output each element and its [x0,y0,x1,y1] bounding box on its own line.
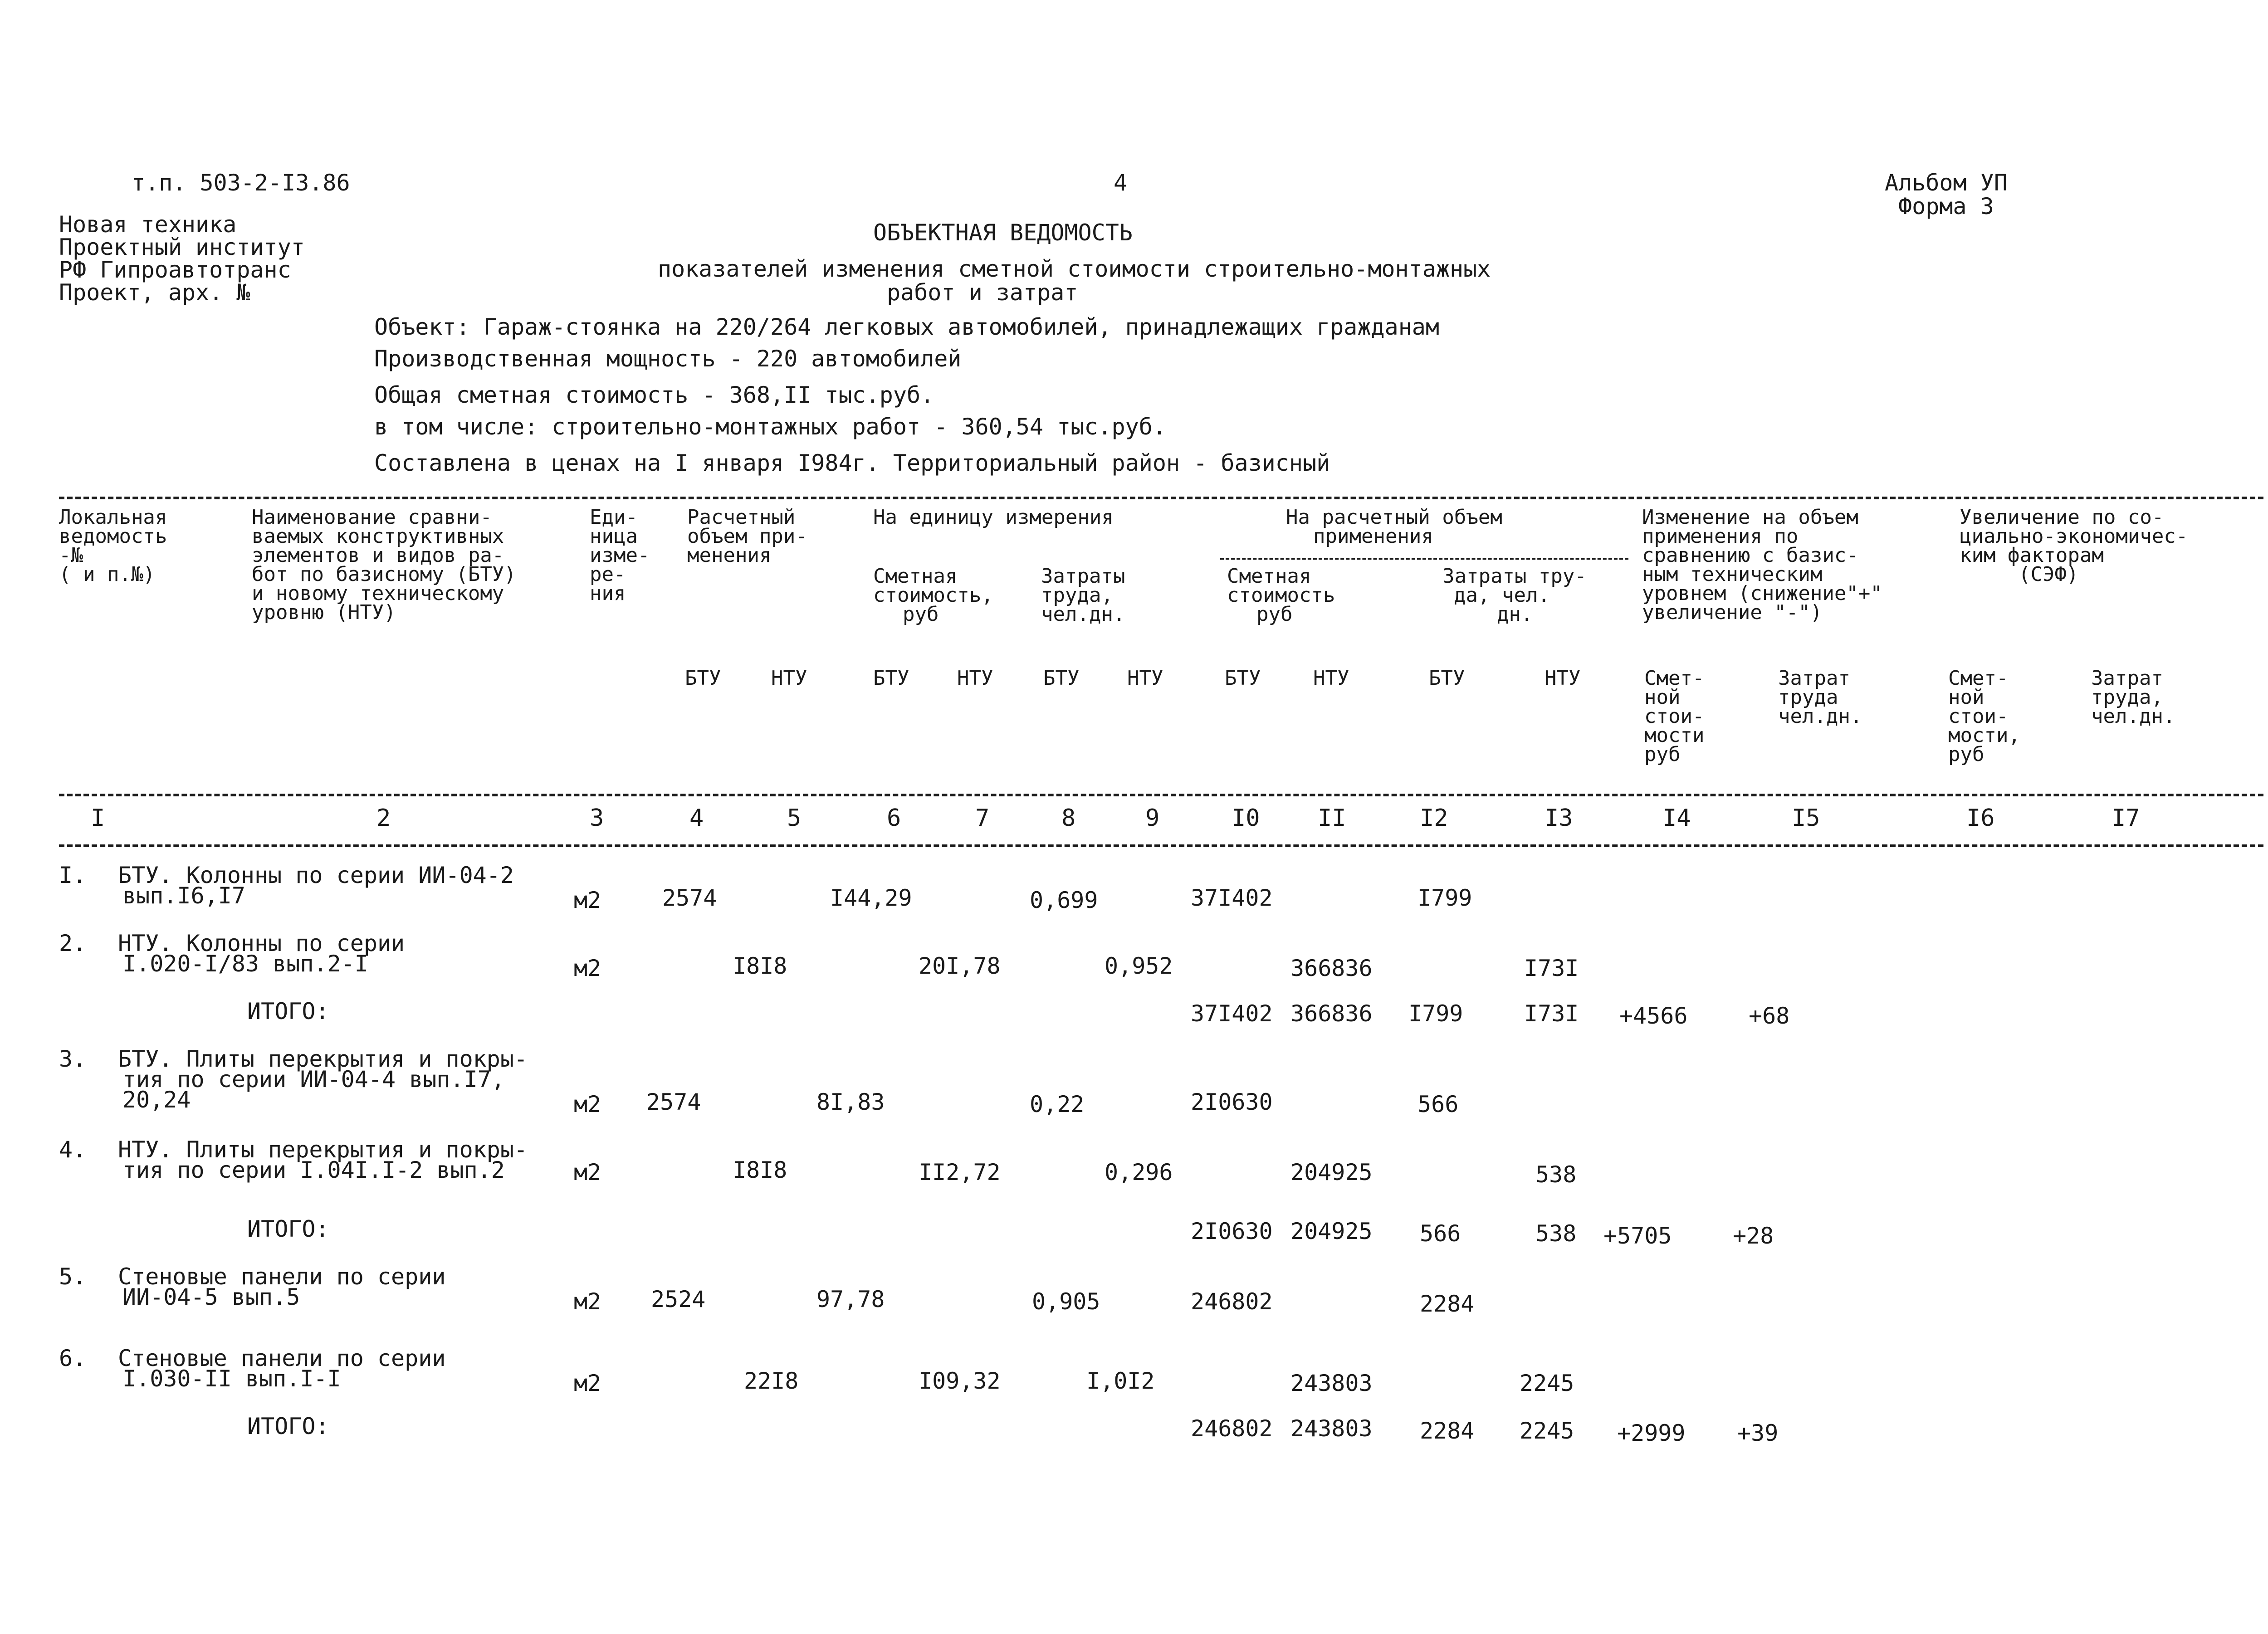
subhead-sef-labor: чел.дн. [2091,705,2175,728]
cell-vol-labor-btu: 2284 [1420,1291,1475,1317]
row-name: Стеновые панели по серии [118,1263,446,1290]
column-number: 2 [376,805,391,832]
total-change-cost: +2999 [1617,1420,1686,1446]
row-name: НТУ. Плиты перекрытия и покры- [118,1136,528,1163]
total-vol-labor-btu: 566 [1420,1220,1461,1247]
col-header-unit-labor: труда, [1041,584,1113,607]
col-header-name: и новому техническому [252,582,504,605]
subhead-btu: БТУ [1225,667,1261,690]
row-unit: м2 [574,955,601,981]
cell-unit-cost-ntu: 20I,78 [919,953,1001,979]
cell-vol-btu: 2574 [646,1089,701,1115]
subhead-change-labor: Затрат [1778,667,1850,690]
total-vol-cost-ntu: 366836 [1290,1000,1373,1027]
cell-vol-cost-ntu: 366836 [1290,955,1373,981]
col-header-vol-labor: дн. [1497,603,1533,626]
total-vol-labor-btu: I799 [1408,1000,1463,1027]
total-change-labor: +68 [1749,1003,1790,1029]
row-name: БТУ. Колонны по серии ИИ-04-2 [118,862,514,888]
cell-unit-cost-btu: 97,78 [816,1286,885,1312]
col-group-sef: Увеличение по со- [1960,506,2164,529]
col-group-sef: ким факторам [1960,544,2104,567]
org-line: Проектный институт [59,234,305,260]
total-vol-labor-ntu: I73I [1524,1000,1579,1027]
column-number: I0 [1232,805,1260,832]
subhead-sef-cost: ной [1948,686,1984,709]
col-group-change: ным техническим [1642,563,1823,586]
row-unit: м2 [574,1091,601,1117]
row-name: тия по серии I.04I.I-2 вып.2 [122,1157,505,1183]
cell-vol-cost-ntu: 243803 [1290,1370,1373,1396]
row-number: I. [59,862,87,888]
column-number: 4 [689,805,704,832]
document-subtitle: показателей изменения сметной стоимости строительно-монтажных [658,256,1491,282]
col-header-unit: ния [590,582,626,605]
cell-vol-btu: 2574 [662,885,717,911]
row-name: ИИ-04-5 вып.5 [122,1284,300,1310]
total-vol-cost-btu: 37I402 [1191,1000,1273,1027]
info-prices: Составлена в ценах на I января I984г. Территориальный район - базисный [374,450,1330,476]
row-name: I.020-I/83 вып.2-I [122,951,368,977]
total-change-labor: +39 [1737,1420,1779,1446]
row-number: 6. [59,1345,87,1371]
subhead-sef-cost: Смет- [1948,667,2009,690]
column-number: 3 [590,805,604,832]
org-line: Новая техника [59,211,237,238]
col-header-unit-labor: Затраты [1041,565,1125,588]
total-vol-cost-btu: 246802 [1191,1415,1273,1442]
row-unit: м2 [574,1159,601,1185]
cell-unit-labor-ntu: I,0I2 [1086,1368,1155,1394]
cell-vol-cost-btu: 246802 [1191,1288,1273,1315]
cell-vol-labor-ntu: 538 [1535,1161,1577,1188]
total-label: ИТОГО: [247,998,329,1024]
col-header-volume: Расчетный [687,506,796,529]
cell-unit-labor-btu: 0,905 [1032,1288,1100,1315]
document-subtitle: работ и затрат [887,279,1078,306]
subhead-change-cost: руб [1644,743,1681,766]
subhead-sef-cost: мости, [1948,724,2020,747]
col-header-unit: Еди- [590,506,638,529]
numbers-rule [59,844,2263,847]
total-vol-labor-btu: 2284 [1420,1418,1475,1444]
album-label: Альбом УП [1885,170,2008,196]
column-number: I6 [1966,805,1995,832]
row-number: 4. [59,1136,87,1163]
info-capacity: Производственная мощность - 220 автомобилей [374,346,962,372]
col-header-vol-cost: руб [1256,603,1293,626]
cell-unit-cost-btu: 8I,83 [816,1089,885,1115]
cell-unit-labor-btu: 0,699 [1030,887,1098,913]
col-header-unit-cost: Сметная [873,565,958,588]
column-number: I7 [2112,805,2140,832]
cell-unit-cost-ntu: II2,72 [919,1159,1001,1185]
row-unit: м2 [574,1370,601,1396]
column-number: I4 [1662,805,1691,832]
total-vol-labor-ntu: 2245 [1520,1418,1574,1444]
col-header-local: -№ [59,544,83,567]
header-rule [59,794,2263,796]
subhead-ntu: НТУ [1127,667,1163,690]
col-header-name: Наименование сравни- [252,506,492,529]
cell-vol-cost-btu: 37I402 [1191,885,1273,911]
row-name: 20,24 [122,1087,191,1113]
col-header-volume: менения [687,544,772,567]
cell-unit-cost-btu: I44,29 [830,885,912,911]
subhead-btu: БТУ [1043,667,1080,690]
col-header-unit-cost: стоимость, [873,584,993,607]
col-group-change: уровнем (снижение"+" [1642,582,1882,605]
row-number: 5. [59,1263,87,1290]
col-group-change: применения по [1642,525,1799,548]
page-mark: 4 [1114,170,1128,196]
col-header-volume: объем при- [687,525,807,548]
unit-group-rule [1220,558,1628,560]
info-object: Объект: Гараж-стоянка на 220/264 легковых автомобилей, принадлежащих гражданам [374,314,1439,340]
cell-vol-ntu: 22I8 [744,1368,799,1394]
subhead-btu: БТУ [1429,667,1465,690]
total-label: ИТОГО: [247,1413,329,1439]
col-header-vol-cost: Сметная [1227,565,1311,588]
row-unit: м2 [574,887,601,913]
org-line: Проект, арх. № [59,279,250,306]
col-header-vol-labor: да, чел. [1454,584,1550,607]
org-line: РФ Гипроавтотранс [59,257,291,283]
column-number: 8 [1061,805,1076,832]
row-name: Стеновые панели по серии [118,1345,446,1371]
total-change-cost: +4566 [1619,1003,1688,1029]
col-header-name: ваемых конструктивных [252,525,504,548]
col-group-sef: (СЭФ) [2019,563,2079,586]
col-group-change: сравнению с базис- [1642,544,1858,567]
total-vol-cost-ntu: 243803 [1290,1415,1373,1442]
subhead-ntu: НТУ [1313,667,1349,690]
total-label: ИТОГО: [247,1216,329,1242]
row-name: БТУ. Плиты перекрытия и покры- [118,1046,528,1072]
info-smr-cost: в том числе: строительно-монтажных работ - 360,54 тыс.руб. [374,414,1166,440]
cell-unit-labor-btu: 0,22 [1030,1091,1085,1117]
total-vol-cost-btu: 2I0630 [1191,1218,1273,1244]
row-number: 2. [59,930,87,956]
table-top-rule [59,497,2263,499]
cell-vol-ntu: I8I8 [733,953,787,979]
total-change-labor: +28 [1733,1223,1774,1249]
subhead-ntu: НТУ [1545,667,1581,690]
row-name: тия по серии ИИ-04-4 вып.I7, [122,1066,505,1093]
col-group-change: увеличение "-") [1642,601,1823,624]
doc-ref: т.п. 503-2-I3.86 [132,170,350,196]
col-header-unit: ница [590,525,638,548]
col-group-per-unit: На единицу измерения [873,506,1114,529]
column-number: I [91,805,105,832]
total-change-cost: +5705 [1603,1223,1672,1249]
subhead-sef-cost: руб [1948,743,1984,766]
cell-vol-cost-btu: 2I0630 [1191,1089,1273,1115]
col-header-name: элементов и видов ра- [252,544,504,567]
col-header-local: Локальная [59,506,167,529]
col-header-unit: ре- [590,563,626,586]
subhead-ntu: НТУ [771,667,807,690]
col-group-change: Изменение на объем [1642,506,1858,529]
row-name: I.030-II вып.I-I [122,1366,341,1392]
cell-unit-cost-ntu: I09,32 [919,1368,1001,1394]
cell-vol-ntu: I8I8 [733,1157,787,1183]
col-header-unit-labor: чел.дн. [1041,603,1125,626]
col-group-sef: циально-экономичес- [1960,525,2188,548]
subhead-change-cost: мости [1644,724,1705,747]
row-number: 3. [59,1046,87,1072]
row-name: НТУ. Колонны по серии [118,930,405,956]
row-unit: м2 [574,1288,601,1315]
cell-unit-labor-ntu: 0,296 [1105,1159,1173,1185]
cell-vol-cost-ntu: 204925 [1290,1159,1373,1185]
subhead-change-cost: стои- [1644,705,1705,728]
info-total-cost: Общая сметная стоимость - 368,II тыс.руб. [374,382,934,408]
col-header-vol-cost: стоимость [1227,584,1335,607]
col-group-total-volume: применения [1313,525,1433,548]
col-header-local: ведомость [59,525,167,548]
cell-vol-btu: 2524 [651,1286,706,1312]
subhead-sef-cost: стои- [1948,705,2009,728]
subhead-btu: БТУ [873,667,909,690]
col-group-total-volume: На расчетный объем [1286,506,1502,529]
cell-vol-labor-ntu: I73I [1524,955,1579,981]
form-label: Форма 3 [1898,193,1994,219]
row-name: вып.I6,I7 [122,883,245,909]
col-header-name: уровню (НТУ) [252,601,396,624]
column-number: 7 [975,805,990,832]
column-number: I2 [1420,805,1448,832]
column-number: I3 [1545,805,1573,832]
col-header-unit: изме- [590,544,650,567]
subhead-btu: БТУ [685,667,721,690]
document-title: ОБЪЕКТНАЯ ВЕДОМОСТЬ [873,219,1133,246]
cell-vol-labor-btu: 566 [1418,1091,1459,1117]
column-number: I5 [1792,805,1820,832]
column-number: 5 [787,805,802,832]
cell-vol-labor-ntu: 2245 [1520,1370,1574,1396]
column-number: 6 [887,805,901,832]
subhead-sef-labor: труда, [2091,686,2163,709]
col-header-vol-labor: Затраты тру- [1442,565,1587,588]
subhead-change-labor: чел.дн. [1778,705,1862,728]
subhead-change-labor: труда [1778,686,1838,709]
subhead-change-cost: ной [1644,686,1681,709]
total-vol-labor-ntu: 538 [1535,1220,1577,1247]
subhead-sef-labor: Затрат [2091,667,2163,690]
subhead-change-cost: Смет- [1644,667,1705,690]
col-header-name: бот по базисному (БТУ) [252,563,516,586]
subhead-ntu: НТУ [957,667,993,690]
cell-vol-labor-btu: I799 [1418,885,1472,911]
column-number: 9 [1145,805,1160,832]
total-vol-cost-ntu: 204925 [1290,1218,1373,1244]
cell-unit-labor-ntu: 0,952 [1105,953,1173,979]
column-number: II [1318,805,1346,832]
col-header-local: ( и п.№) [59,563,155,586]
col-header-unit-cost: руб [903,603,939,626]
